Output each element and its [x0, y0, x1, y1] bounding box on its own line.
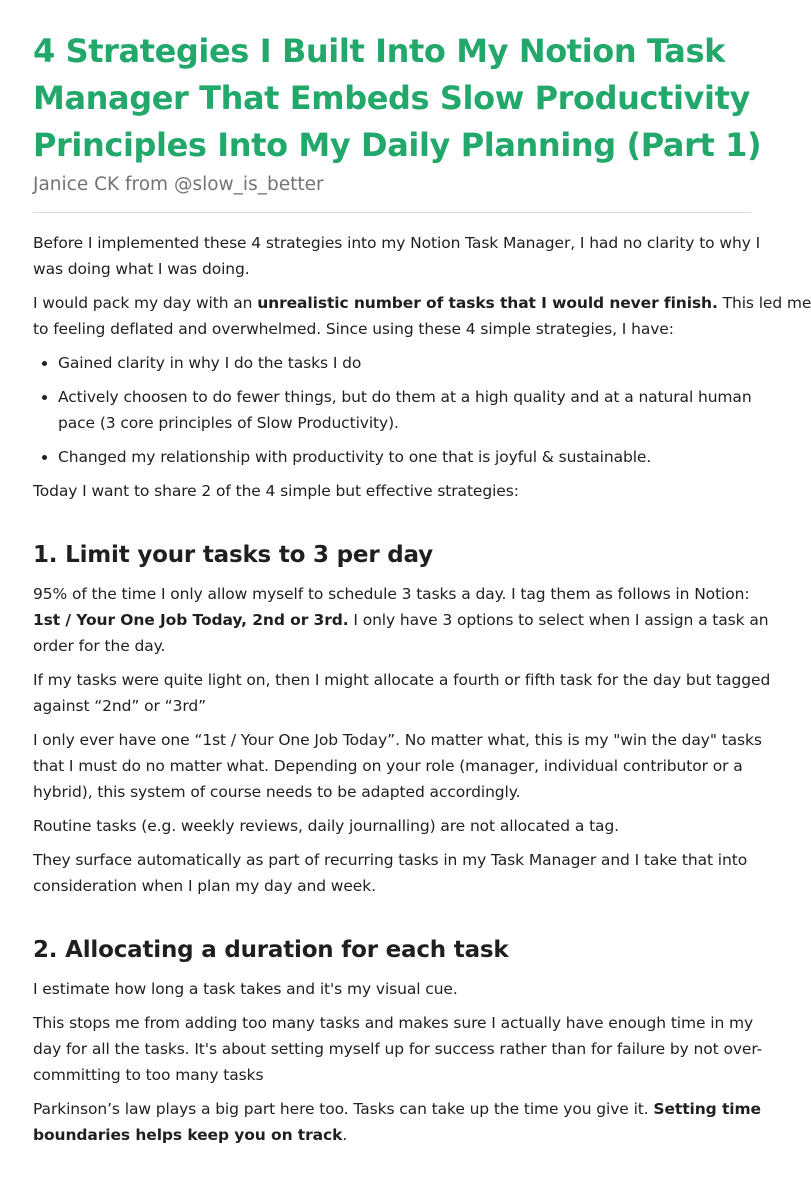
- text-line: I only ever have one “1st / Your One Job Today”. No matter what, this is my "win the day" tasks: [33, 731, 762, 749]
- text-line: [33, 290, 811, 316]
- text-line: • Gained clarity in why I do the tasks I do: [58, 354, 362, 372]
- intro-paragraph: [33, 290, 811, 342]
- section-heading: 2. Allocating a duration for each task: [33, 937, 509, 963]
- text-line: committing to too many tasks: [33, 1066, 264, 1084]
- list-item: [58, 350, 751, 376]
- text-line: [33, 607, 769, 633]
- article-body: [33, 230, 811, 1148]
- title-line: Principles Into My Daily Planning (Part 1): [33, 126, 762, 164]
- text-line: was doing what I was doing.: [33, 260, 250, 278]
- title-line: 4 Strategies I Built Into My Notion Task: [33, 32, 726, 70]
- text-line: against “2nd” or “3rd”: [33, 697, 207, 715]
- text-run: Parkinson’s law plays a big part here too. Tasks can take up the time you give it.: [33, 1100, 654, 1118]
- text-line: 95% of the time I only allow myself to schedule 3 tasks a day. I tag them as follows in Notion:: [33, 585, 750, 603]
- text-line: [33, 1096, 761, 1122]
- bold-text: 1st / Your One Job Today, 2nd or 3rd.: [33, 611, 349, 629]
- text-run: This led me: [717, 294, 811, 312]
- bold-text: unrealistic number of tasks that I would never finish.: [257, 294, 718, 312]
- body-paragraph: [33, 1096, 761, 1148]
- text-line: This stops me from adding too many tasks and makes sure I actually have enough time in my: [33, 1014, 754, 1032]
- benefits-list: [33, 350, 751, 470]
- text-line: pace (3 core principles of Slow Productivity).: [58, 414, 399, 432]
- text-line: [33, 1122, 751, 1148]
- article-title: [33, 28, 763, 169]
- body-paragraph: [33, 727, 762, 805]
- text-line: • Changed my relationship with productivity to one that is joyful & sustainable.: [58, 448, 652, 466]
- text-line: order for the day.: [33, 637, 166, 655]
- body-paragraph: [33, 581, 769, 659]
- text-line: They surface automatically as part of recurring tasks in my Task Manager and I take that into: [33, 851, 748, 869]
- body-paragraph: [33, 1010, 763, 1088]
- section-heading: 1. Limit your tasks to 3 per day: [33, 542, 433, 568]
- divider: [33, 212, 751, 213]
- text-line: day for all the tasks. It's about setting myself up for success rather than for failure by not over-: [33, 1040, 763, 1058]
- text-line: If my tasks were quite light on, then I might allocate a fourth or fifth task for the day but tagged: [33, 671, 771, 689]
- intro-paragraph: [33, 230, 761, 282]
- body-paragraph: I estimate how long a task takes and it's my visual cue.: [33, 980, 458, 998]
- bold-text: Setting time: [653, 1100, 761, 1118]
- author-byline: Janice CK from @slow_is_better: [33, 174, 324, 195]
- intro-paragraph: Today I want to share 2 of the 4 simple but effective strategies:: [33, 482, 519, 500]
- title-line: Manager That Embeds Slow Productivity: [33, 79, 750, 117]
- text-run: .: [342, 1126, 348, 1144]
- body-paragraph: [33, 847, 751, 899]
- text-run: I would pack my day with an: [33, 294, 258, 312]
- text-line: consideration when I plan my day and week.: [33, 877, 376, 895]
- text-line: that I must do no matter what. Depending on your role (manager, individual contributor or a: [33, 757, 743, 775]
- text-line: to feeling deflated and overwhelmed. Since using these 4 simple strategies, I have:: [33, 320, 674, 338]
- text-run: I only have 3 options to select when I assign a task an: [348, 611, 769, 629]
- bold-text: boundaries helps keep you on track: [33, 1126, 343, 1144]
- text-line: Before I implemented these 4 strategies into my Notion Task Manager, I had no clarity to why I: [33, 234, 761, 252]
- list-item: [58, 444, 751, 470]
- body-paragraph: [33, 667, 771, 719]
- body-paragraph: Routine tasks (e.g. weekly reviews, daily journalling) are not allocated a tag.: [33, 817, 620, 835]
- text-line: • Actively choosen to do fewer things, but do them at a high quality and at a natural human: [58, 388, 752, 406]
- list-item: [58, 384, 751, 436]
- text-line: hybrid), this system of course needs to be adapted accordingly.: [33, 783, 521, 801]
